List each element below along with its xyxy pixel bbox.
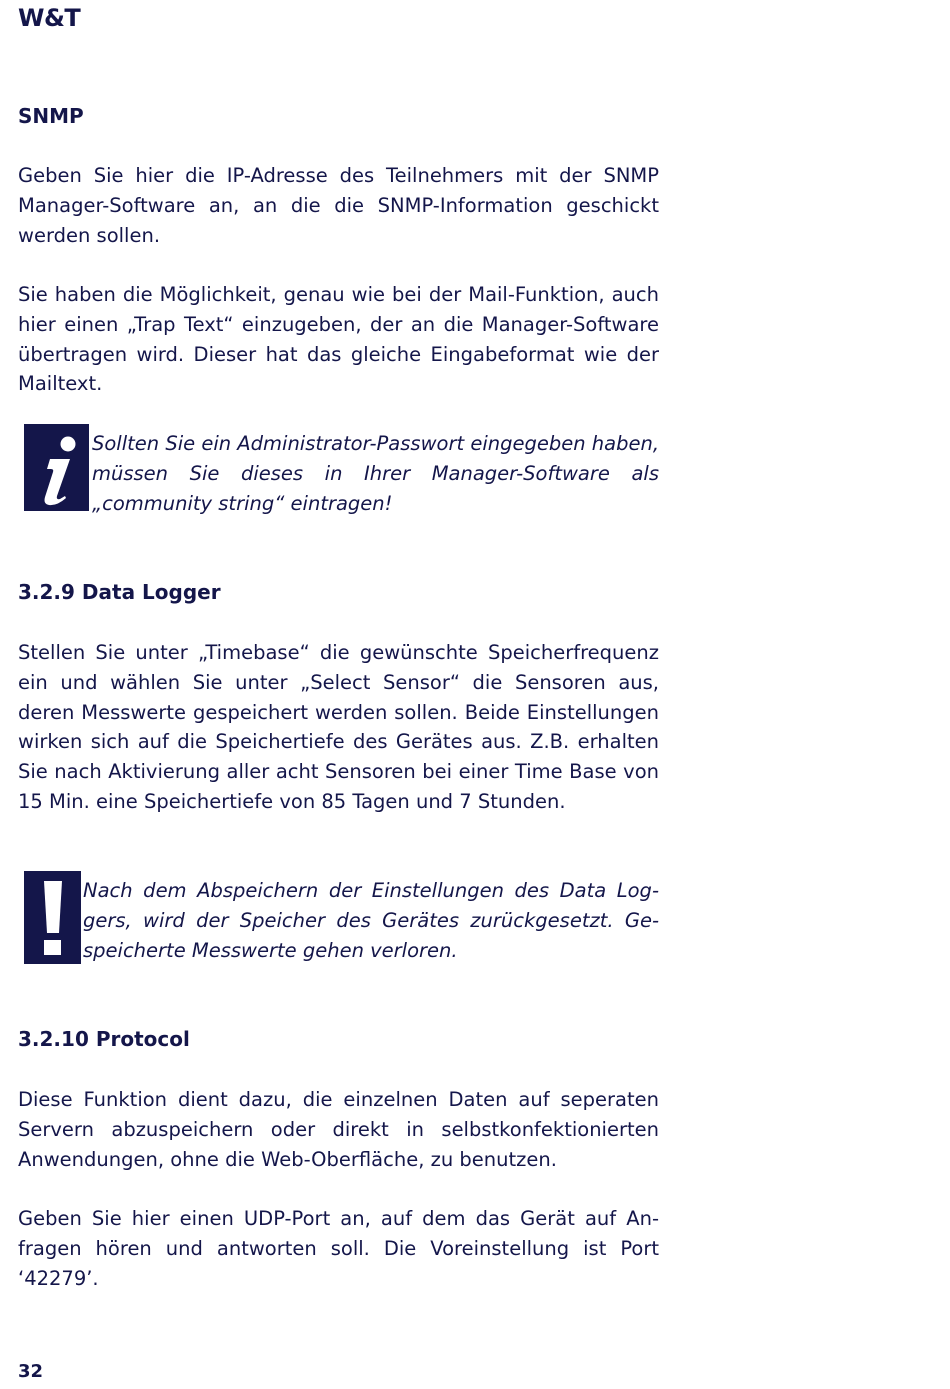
info-note xyxy=(24,424,660,516)
snmp-paragraph-2: Sie haben die Möglichkeit, genau wie bei der Mail-Funktion, auch hier einen „Trap Text“ einzugeben, der an die Manager-Software übertragen wird. Dieser hat das gleiche Eingabeformat wie der Mailtext. xyxy=(18,283,659,396)
warning-note xyxy=(24,871,660,965)
info-icon xyxy=(24,424,89,511)
warning-icon xyxy=(24,871,81,964)
data-logger-paragraph-1: Stellen Sie unter „Timebase“ die gewünschte Speicherfrequenz ein und wählen Sie unter „Select Sensor“ die Sensoren aus, deren Messwerte gespeichert werden sollen. Beide Einstellungen wirken sich auf die Speichertiefe des Gerätes aus. Z.B. erhalten Sie nach Aktivierung aller acht Sensoren bei einer Time Base von 15 Min. eine Speichertiefe von 85 Tagen und 7 Stunden. xyxy=(18,641,659,813)
warning-note-text: Nach dem Abspeichern der Einstellungen des Data Loggers, wird der Speicher des Gerätes zurückgesetzt. Gespeicherte Messwerte gehen verloren. xyxy=(83,879,659,962)
section-heading-data-logger: 3.2.9 Data Logger xyxy=(18,580,221,604)
section-heading-protocol: 3.2.10 Protocol xyxy=(18,1027,190,1051)
protocol-paragraph-2: Geben Sie hier einen UDP-Port an, auf dem das Gerät auf Anfragen hören und antworten soll. Die Voreinstellung ist Port ‘42279’. xyxy=(18,1207,659,1290)
section-heading-snmp: SNMP xyxy=(18,104,84,128)
snmp-paragraph-1: Geben Sie hier die IP-Adresse des Teilnehmers mit der SNMP Manager-Software an, an die die SNMP-Information geschickt werden sollen. xyxy=(18,164,659,247)
info-note-text: Sollten Sie ein Administrator-Passwort eingegeben haben, müssen Sie dieses in Ihrer Manager-Software als „community string“ eintragen! xyxy=(92,432,660,515)
protocol-paragraph-1: Diese Funktion dient dazu, die einzelnen Daten auf seperaten Servern abzuspeichern oder direkt in selbstkonfektionierten Anwendungen, ohne die Web-Oberfläche, zu benutzen. xyxy=(18,1088,659,1171)
brand-logo: W&T xyxy=(18,4,81,32)
page-number: 32 xyxy=(18,1361,44,1382)
